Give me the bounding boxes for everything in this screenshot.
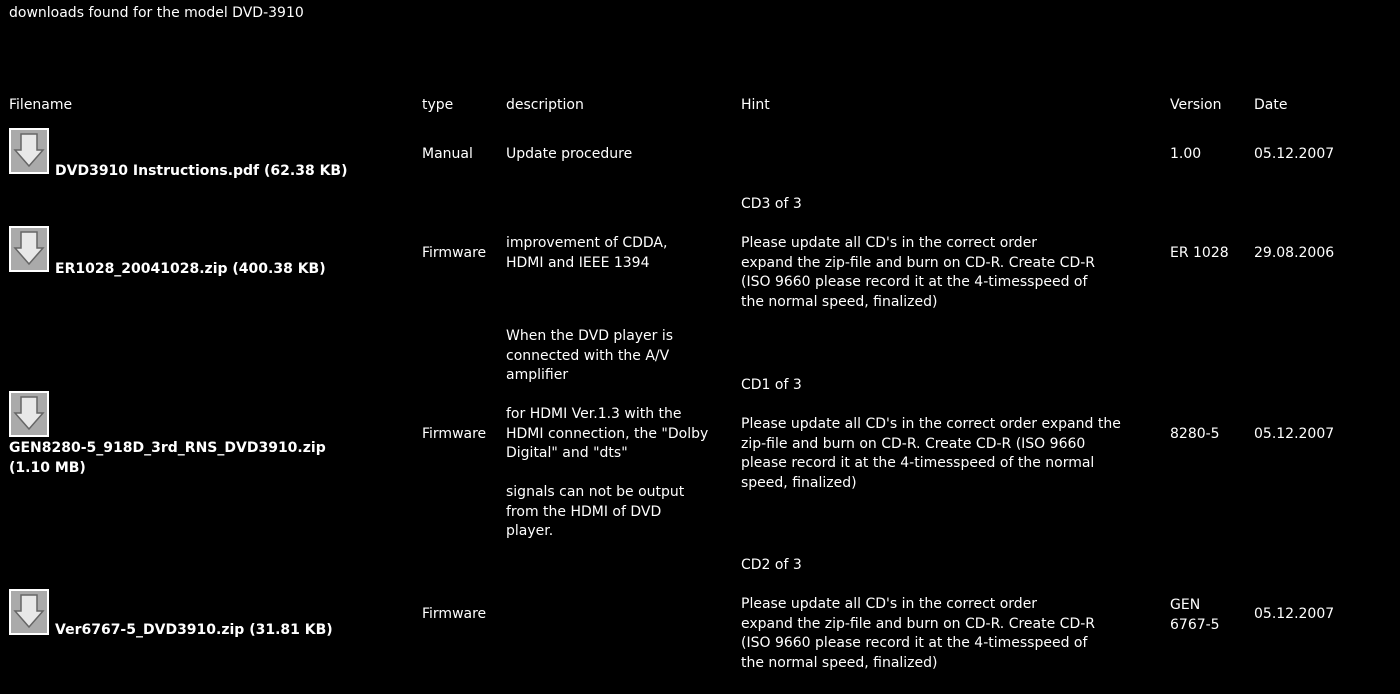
download-arrow-icon[interactable]	[9, 589, 49, 635]
hint-line: the normal speed, finalized)	[741, 654, 938, 671]
description-line: player.	[506, 523, 554, 539]
download-link[interactable]: ER1028_20041028.zip (400.38 KB)	[55, 261, 326, 277]
hint-title: CD1 of 3	[741, 377, 802, 393]
hint-line: speed, finalized)	[741, 474, 857, 491]
row-type: Firmware	[422, 245, 487, 261]
hint-line: expand the zip-file and burn on CD-R. Create CD-R	[741, 615, 1096, 632]
row-version: ER 1028	[1170, 245, 1229, 261]
row-version: 1.00	[1170, 146, 1202, 162]
description-line: signals can not be output	[506, 484, 685, 500]
description-line: for HDMI Ver.1.3 with the	[506, 406, 682, 422]
description-line	[506, 464, 731, 484]
hint-line: (ISO 9660 please record it at the 4-timesspeed of	[741, 635, 1088, 651]
description-line: connected with the A/V	[506, 347, 670, 364]
download-link-size[interactable]: (1.10 MB)	[9, 459, 86, 476]
hint-line: the normal speed, finalized)	[741, 293, 938, 310]
download-arrow-icon[interactable]	[9, 391, 49, 437]
hint-line: please record it at the 4-timesspeed of the normal	[741, 455, 1095, 471]
column-header-type: type	[422, 97, 454, 113]
version-line: 6767-5	[1170, 616, 1220, 633]
row-version	[1170, 596, 1242, 635]
row-type: Manual	[422, 146, 473, 162]
download-arrow-icon[interactable]	[9, 128, 49, 174]
hint-line: zip-file and burn on CD-R. Create CD-R (ISO 9660	[741, 435, 1086, 452]
description-line: amplifier	[506, 367, 569, 383]
row-description	[506, 234, 731, 273]
row-version: 8280-5	[1170, 426, 1220, 442]
version-line: GEN	[1170, 597, 1201, 613]
column-header-date: Date	[1254, 97, 1288, 113]
description-line: When the DVD player is	[506, 328, 674, 344]
description-line: Digital" and "dts"	[506, 445, 628, 461]
column-header-version: Version	[1170, 97, 1222, 113]
row-hint	[741, 195, 1161, 312]
download-link[interactable]: DVD3910 Instructions.pdf (62.38 KB)	[55, 163, 348, 179]
description-line: improvement of CDDA,	[506, 235, 668, 251]
download-link[interactable]	[9, 439, 326, 478]
description-line	[506, 386, 731, 406]
row-type: Firmware	[422, 426, 487, 442]
row-description	[506, 327, 731, 542]
column-header-description: description	[506, 97, 584, 113]
column-header-hint: Hint	[741, 97, 770, 113]
download-arrow-icon[interactable]	[9, 226, 49, 272]
row-date: 29.08.2006	[1254, 245, 1335, 261]
hint-line: Please update all CD's in the correct order expand the	[741, 416, 1121, 432]
description-line: HDMI connection, the "Dolby	[506, 425, 709, 442]
row-hint	[741, 376, 1161, 493]
hint-line: Please update all CD's in the correct order	[741, 235, 1038, 251]
download-link-name[interactable]: GEN8280-5_918D_3rd_RNS_DVD3910.zip	[9, 440, 326, 456]
row-hint	[741, 556, 1161, 673]
row-description	[506, 145, 731, 165]
column-header-filename: Filename	[9, 97, 73, 113]
hint-line: Please update all CD's in the correct order	[741, 596, 1038, 612]
hint-title: CD2 of 3	[741, 557, 802, 573]
row-date: 05.12.2007	[1254, 606, 1335, 622]
download-link[interactable]: Ver6767-5_DVD3910.zip (31.81 KB)	[55, 622, 333, 638]
hint-title: CD3 of 3	[741, 196, 802, 212]
row-type: Firmware	[422, 606, 487, 622]
description-line: from the HDMI of DVD	[506, 503, 662, 520]
description-line: Update procedure	[506, 146, 633, 162]
hint-line: expand the zip-file and burn on CD-R. Create CD-R	[741, 254, 1096, 271]
page-heading: downloads found for the model DVD-3910	[9, 5, 304, 21]
description-line: HDMI and IEEE 1394	[506, 254, 650, 271]
row-date: 05.12.2007	[1254, 146, 1335, 162]
row-date: 05.12.2007	[1254, 426, 1335, 442]
hint-line: (ISO 9660 please record it at the 4-timesspeed of	[741, 274, 1088, 290]
